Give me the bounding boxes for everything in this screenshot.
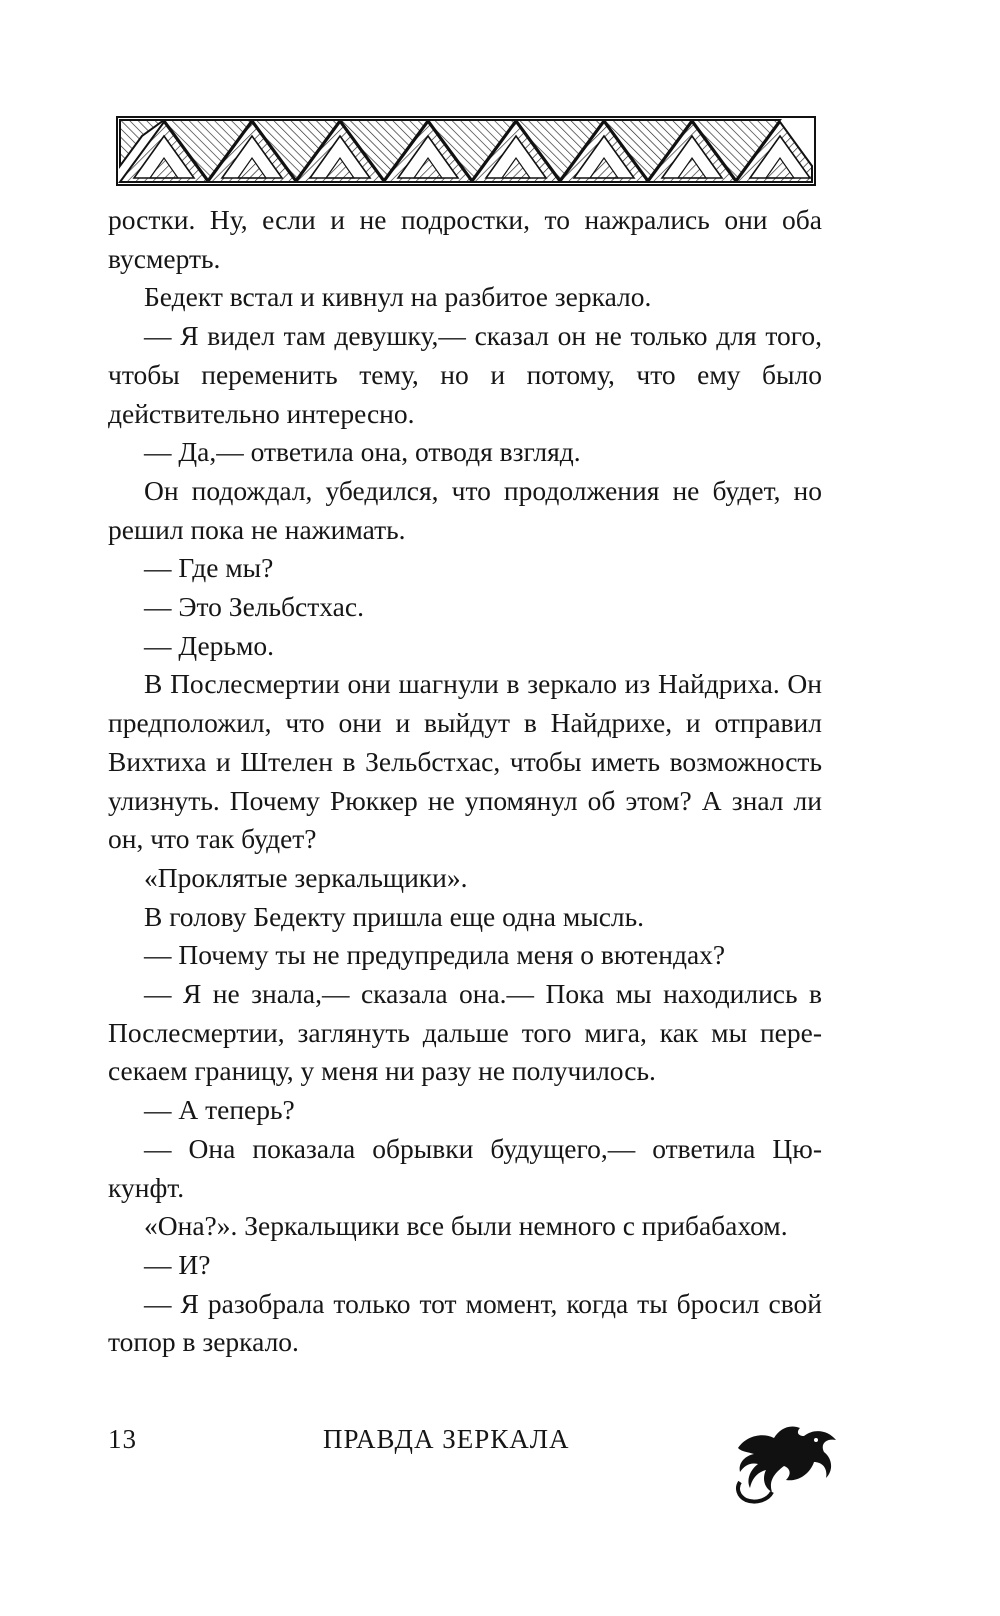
page-footer <box>0 1424 1000 1484</box>
paragraph: — Она показала обрывки будущего,— ответила Цюкунфт. <box>108 1132 822 1203</box>
paragraph: — Почему ты не предупредила меня о вютендах? <box>144 939 726 971</box>
paragraph: ростки. Ну, если и не подростки, то нажрались они оба вусмерть. <box>108 204 822 274</box>
top-ornament-band <box>116 116 816 186</box>
paragraph: Он подождал, убедился, что продолжения не будет, но решил пока не нажимать. <box>108 474 822 545</box>
paragraph: Бедект встал и кивнул на разбитое зеркало. <box>144 281 652 313</box>
paragraph: В голову Бедекту пришла еще одна мысль. <box>144 900 645 932</box>
paragraph: — Дерьмо. <box>144 629 274 661</box>
running-title: ПРАВДА ЗЕРКАЛА <box>323 1424 570 1454</box>
paragraph: — Это Зельбстхас. <box>144 591 364 623</box>
paragraph: — Я не знала,— сказала она.— Пока мы находились в Послесмертии, заглянуть дальше того мига, как мы пересекаем границу, у меня ни разу не получилось. <box>108 978 822 1087</box>
paragraph: — Да,— ответила она, отводя взгляд. <box>144 436 581 468</box>
paragraph: В Послесмертии они шагнули в зеркало из Найдриха. Он предположил, что они и выйдут в Найдрихе, и отправил Вихтиха и Штелен в Зельбстхас, чтобы иметь возможность улизнуть. Почему Рюккер не упомянул об этом? А знал ли он, что так будет? <box>108 668 822 855</box>
paragraph: — Где мы? <box>144 552 274 584</box>
body-text <box>108 201 822 1362</box>
dragon-icon <box>728 1418 840 1508</box>
paragraph: — Я разобрала только тот момент, когда ты бросил свой топор в зеркало. <box>108 1287 822 1358</box>
paragraph: — А теперь? <box>144 1094 295 1126</box>
paragraph: — Я видел там девушку,— сказал он не только для того, чтобы переменить тему, но и потому, что ему было действительно интересно. <box>108 320 822 429</box>
paragraph: «Она?». Зеркальщики все были немного с прибабахом. <box>144 1210 788 1242</box>
paragraph: — И? <box>144 1248 211 1280</box>
page-number: 13 <box>108 1424 137 1454</box>
paragraph: «Проклятые зеркальщики». <box>144 861 468 893</box>
